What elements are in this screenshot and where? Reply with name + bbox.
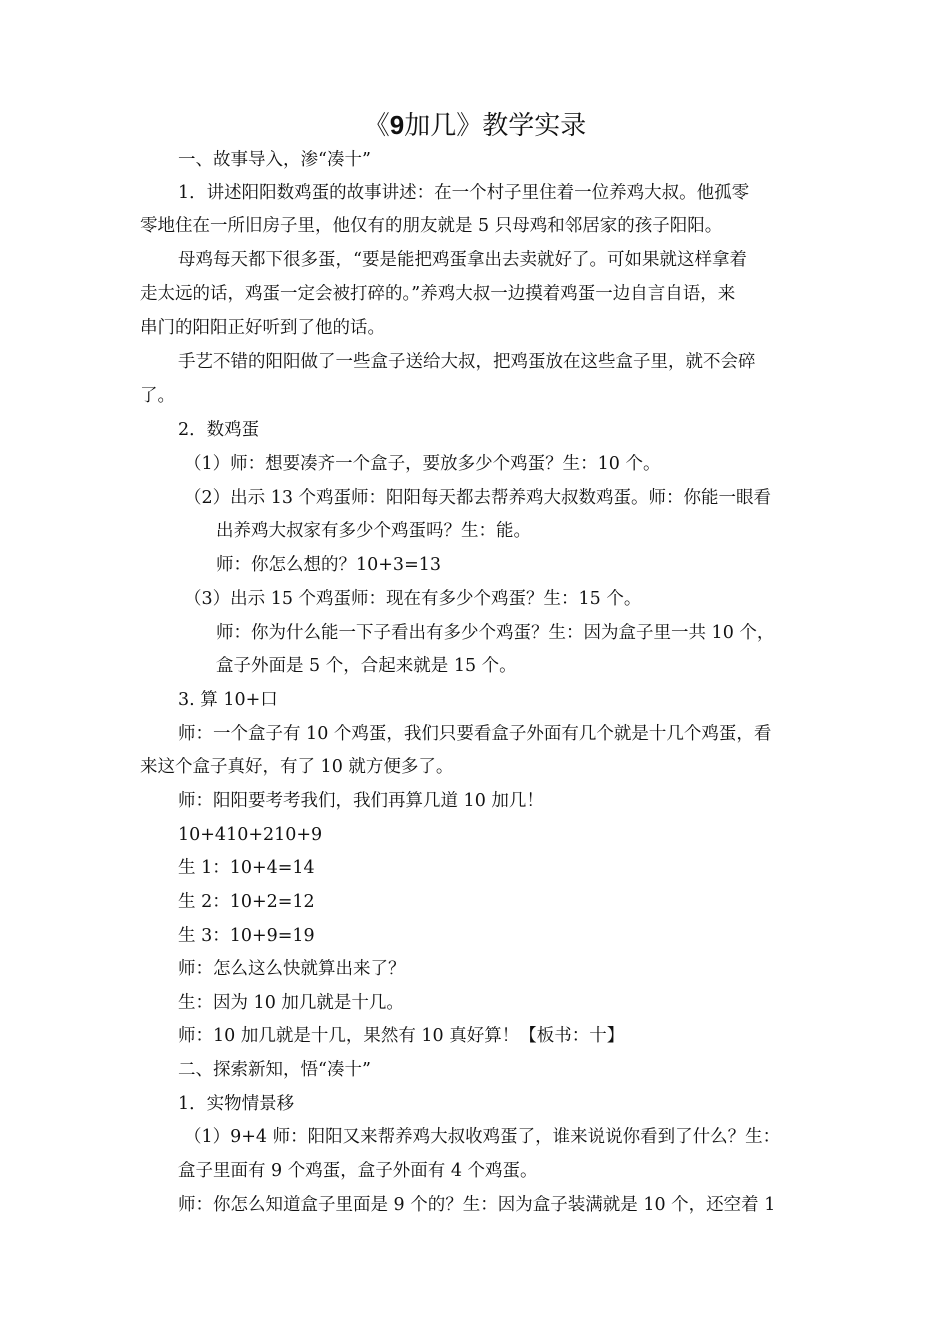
paragraph-line: 来这个盒子真好，有了 10 就方便多了。 <box>140 757 454 777</box>
paragraph-line: 盒子外面是 5 个，合起来就是 15 个。 <box>216 656 517 676</box>
title-number: 9 <box>389 110 405 140</box>
paragraph-line: 出养鸡大叔家有多少个鸡蛋吗？生：能。 <box>216 521 531 541</box>
paragraph-line: 师：10 加几就是十几，果然有 10 真好算！【板书：十】 <box>178 1026 625 1046</box>
paragraph-line: （3）出示 15 个鸡蛋师：现在有多少个鸡蛋？生：15 个。 <box>184 589 642 609</box>
paragraph-line: 生：因为 10 加几就是十几。 <box>178 993 404 1013</box>
paragraph-line: 师：你怎么想的？10+3=13 <box>216 555 441 575</box>
paragraph-line: 生 1：10+4=14 <box>178 858 315 878</box>
section-heading: 一、故事导入，渗“凑十” <box>178 150 371 170</box>
subsection-heading: 3. 算 10+口 <box>178 690 278 710</box>
paragraph-line: （1）9+4 师：阳阳又来帮养鸡大叔收鸡蛋了，谁来说说你看到了什么？生： <box>184 1127 781 1147</box>
title-suffix: 加几》教学实录 <box>404 111 587 141</box>
document-title <box>0 108 950 143</box>
subsection-heading: 1．实物情景移 <box>178 1094 295 1114</box>
paragraph-line: （2）出示 13 个鸡蛋师：阳阳每天都去帮养鸡大叔数鸡蛋。师：你能一眼看 <box>184 488 772 508</box>
paragraph-line: 手艺不错的阳阳做了一些盒子送给大叔，把鸡蛋放在这些盒子里，就不会碎 <box>178 352 756 372</box>
paragraph-line: 母鸡每天都下很多蛋，“要是能把鸡蛋拿出去卖就好了。可如果就这样拿着 <box>178 250 747 270</box>
paragraph-line: 生 2：10+2=12 <box>178 892 315 912</box>
paragraph-line: 师：阳阳要考考我们，我们再算几道 10 加几！ <box>178 791 544 811</box>
paragraph-line: 走太远的话，鸡蛋一定会被打碎的。”养鸡大叔一边摸着鸡蛋一边自言自语，来 <box>140 284 736 304</box>
paragraph-line: 师：一个盒子有 10 个鸡蛋，我们只要看盒子外面有几个就是十几个鸡蛋，看 <box>178 724 772 744</box>
paragraph-line: （1）师：想要凑齐一个盒子，要放多少个鸡蛋？生：10 个。 <box>184 454 661 474</box>
paragraph-line: 了。 <box>140 386 175 406</box>
section-heading: 二、探索新知，悟“凑十” <box>178 1060 371 1080</box>
paragraph-line: 10+410+210+9 <box>178 825 323 845</box>
paragraph-line: 师：你为什么能一下子看出有多少个鸡蛋？生：因为盒子里一共 10 个， <box>216 623 775 643</box>
paragraph-line: 师：你怎么知道盒子里面是 9 个的？生：因为盒子装满就是 10 个，还空着 1 <box>178 1195 776 1215</box>
subsection-heading: 2．数鸡蛋 <box>178 420 260 440</box>
paragraph-line: 串门的阳阳正好听到了他的话。 <box>140 318 385 338</box>
paragraph-line: 零地住在一所旧房子里，他仅有的朋友就是 5 只母鸡和邻居家的孩子阳阳。 <box>140 216 723 236</box>
paragraph-line: 1．讲述阳阳数鸡蛋的故事讲述：在一个村子里住着一位养鸡大叔。他孤零 <box>178 183 750 203</box>
title-prefix: 《 <box>363 111 390 141</box>
paragraph-line: 盒子里面有 9 个鸡蛋，盒子外面有 4 个鸡蛋。 <box>178 1161 538 1181</box>
paragraph-line: 生 3：10+9=19 <box>178 926 315 946</box>
paragraph-line: 师：怎么这么快就算出来了？ <box>178 959 406 979</box>
